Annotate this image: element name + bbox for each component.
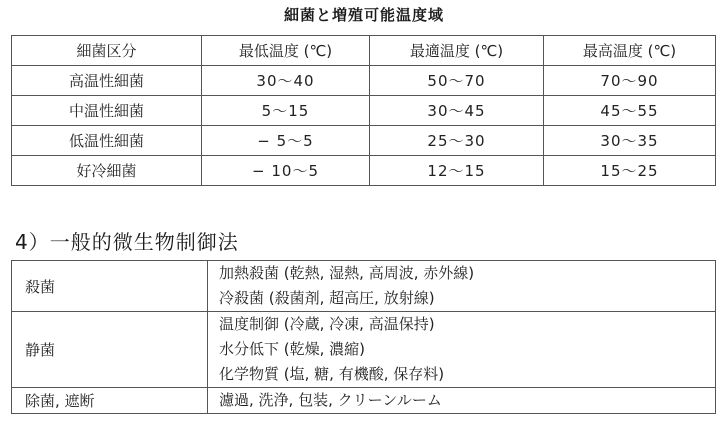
header-min-temp: 最低温度 (℃) <box>202 36 370 66</box>
cell-category: 中温性細菌 <box>12 96 202 126</box>
cell-min: − 5〜5 <box>202 126 370 156</box>
cell-opt: 12〜15 <box>370 156 544 186</box>
cell-category: 低温性細菌 <box>12 126 202 156</box>
method-item: 冷殺菌 (殺菌剤, 超高圧, 放射線) <box>219 289 435 307</box>
cell-category: 高温性細菌 <box>12 66 202 96</box>
cell-opt: 25〜30 <box>370 126 544 156</box>
table-row <box>12 388 716 414</box>
cell-min: − 10〜5 <box>202 156 370 186</box>
cell-method-category: 殺菌 <box>12 261 208 312</box>
cell-min: 30〜40 <box>202 66 370 96</box>
table-row <box>12 96 716 126</box>
cell-min: 5〜15 <box>202 96 370 126</box>
header-optimal-temp: 最適温度 (℃) <box>370 36 544 66</box>
cell-max: 30〜35 <box>544 126 716 156</box>
cell-max: 45〜55 <box>544 96 716 126</box>
cell-opt: 30〜45 <box>370 96 544 126</box>
table-row <box>12 66 716 96</box>
cell-method-items <box>208 312 716 388</box>
table-row <box>12 156 716 186</box>
cell-max: 15〜25 <box>544 156 716 186</box>
table-row <box>12 126 716 156</box>
control-methods-table <box>11 260 716 414</box>
cell-method-items <box>208 388 716 414</box>
cell-method-items <box>208 261 716 312</box>
cell-method-category: 除菌, 遮断 <box>12 388 208 414</box>
cell-max: 70〜90 <box>544 66 716 96</box>
table-row <box>12 261 716 312</box>
method-item: 温度制御 (冷蔵, 冷凍, 高温保持) <box>219 315 435 333</box>
method-item: 化学物質 (塩, 糖, 有機酸, 保存料) <box>219 365 445 383</box>
table-header-row <box>12 36 716 66</box>
method-item: 濾過, 洗浄, 包装, クリーンルーム <box>219 391 442 409</box>
temperature-table <box>11 35 716 186</box>
method-item: 水分低下 (乾燥, 濃縮) <box>219 340 366 358</box>
cell-method-category: 静菌 <box>12 312 208 388</box>
method-item: 加熱殺菌 (乾熱, 湿熱, 高周波, 赤外線) <box>219 264 475 282</box>
cell-category: 好冷細菌 <box>12 156 202 186</box>
header-category: 細菌区分 <box>12 36 202 66</box>
header-max-temp: 最高温度 (℃) <box>544 36 716 66</box>
section-heading: 4）一般的微生物制御法 <box>15 230 239 254</box>
table-row <box>12 312 716 388</box>
cell-opt: 50〜70 <box>370 66 544 96</box>
table-title: 細菌と増殖可能温度域 <box>283 6 444 24</box>
